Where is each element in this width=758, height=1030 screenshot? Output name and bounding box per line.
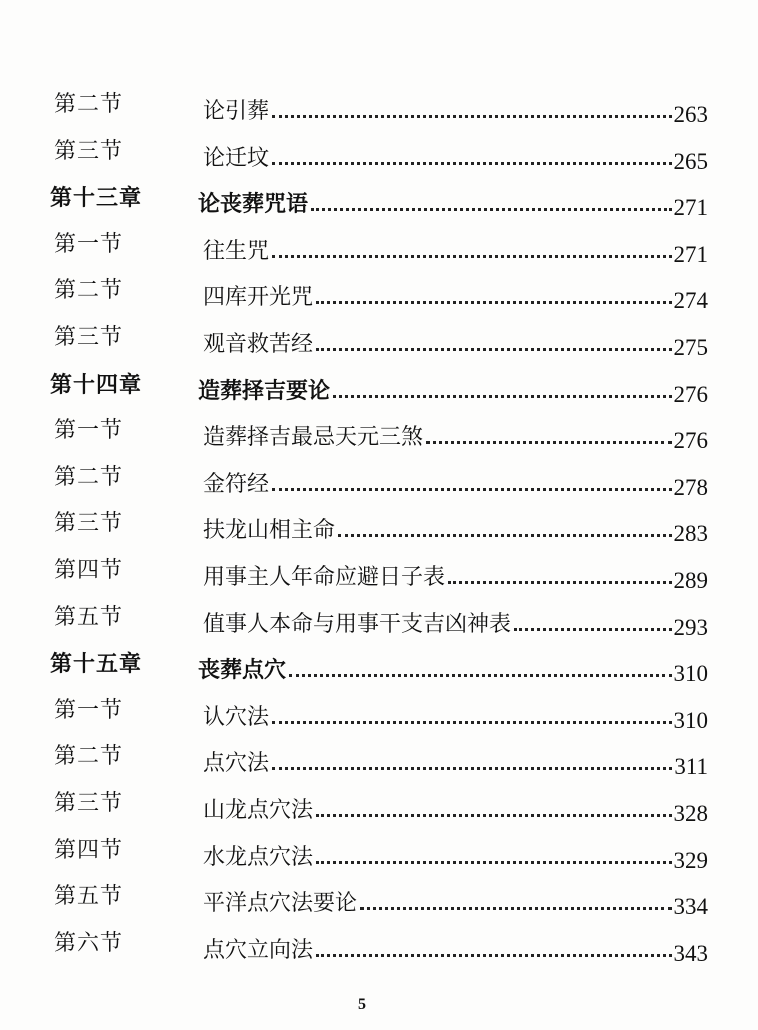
toc-entry-title: 水龙点穴法 [203,844,314,870]
dot-leader [289,673,671,677]
toc-entry-page: 274 [673,288,708,314]
dot-leader [272,254,671,258]
toc-section-entry [38,921,708,968]
toc-section-entry [38,315,708,362]
toc-entry-title: 平洋点穴法要论 [203,891,358,917]
toc-entry-page: 289 [673,567,708,593]
toc-entry-page: 271 [673,195,708,221]
toc-entry-page: 329 [673,847,708,873]
toc-entry-title-line [198,181,708,227]
toc-entry-label: 第二节 [54,744,124,770]
toc-section-entry [38,129,708,176]
toc-entry-label: 第一节 [54,697,124,723]
dot-leader [272,487,671,491]
toc-section-entry [38,688,708,735]
toc-chapter-entry [38,641,708,688]
toc-entry-label: 第六节 [54,930,124,956]
toc-section-entry [38,874,708,921]
toc-entry-title: 造葬择吉要论 [198,377,331,404]
toc-entry-label: 第十三章 [50,185,143,212]
table-of-contents [38,82,708,967]
toc-entry-title: 观音救苦经 [203,331,314,357]
toc-section-entry [38,408,708,455]
toc-entry-page: 328 [673,800,708,826]
toc-entry-label: 第二节 [54,92,124,117]
toc-entry-title: 造葬择吉最忌天元三煞 [203,425,424,451]
dot-leader [272,114,671,118]
toc-entry-title: 论迁坟 [203,145,270,171]
toc-entry-page: 276 [673,428,708,454]
dot-leader [338,533,671,537]
toc-entry-label: 第十四章 [50,371,143,398]
toc-entry-title-line [198,647,708,693]
dot-leader [316,953,671,957]
toc-entry-label: 第一节 [54,231,124,257]
toc-entry-title: 值事人本命与用事干支吉凶神表 [203,611,512,637]
toc-section-entry [38,455,708,502]
dot-leader [316,347,671,351]
toc-entry-label: 第三节 [54,138,124,164]
dot-leader [272,161,671,165]
toc-section-entry [38,548,708,595]
dot-leader [272,766,672,770]
toc-entry-page: 334 [673,894,708,920]
toc-entry-title-line [203,927,708,974]
toc-entry-label: 第一节 [54,418,124,444]
toc-entry-title: 论丧葬咒语 [198,191,309,218]
dot-leader [360,906,671,910]
toc-entry-label: 第二节 [54,278,124,304]
toc-entry-label: 第二节 [54,464,124,490]
toc-entry-page: 310 [673,661,708,687]
dot-leader [311,207,671,211]
toc-entry-label: 第十五章 [50,651,143,678]
toc-entry-title: 丧葬点穴 [198,657,287,684]
toc-entry-page: 271 [673,241,708,267]
dot-leader [316,813,671,817]
toc-entry-label: 第五节 [54,604,124,630]
dot-leader [514,627,671,631]
dot-leader [316,300,671,304]
toc-entry-title: 用事主人年命应避日子表 [203,564,446,590]
toc-entry-page: 263 [673,102,708,127]
toc-entry-title: 点穴立向法 [203,937,314,963]
toc-entry-page: 278 [673,474,708,500]
toc-entry-title: 论引葬 [203,99,270,124]
toc-entry-label: 第三节 [54,324,124,350]
toc-entry-label: 第四节 [54,557,124,583]
toc-entry-page: 293 [673,614,708,640]
toc-section-entry [38,82,708,129]
dot-leader [448,580,671,584]
toc-entry-label: 第三节 [54,790,124,816]
toc-entry-title-line [198,368,708,414]
toc-entry-title: 扶龙山相主命 [203,518,336,544]
toc-entry-label: 第三节 [54,511,124,537]
dot-leader [426,440,671,444]
toc-section-entry [38,781,708,828]
toc-chapter-entry [38,362,708,409]
toc-entry-page: 276 [673,381,708,407]
toc-entry-page: 310 [673,707,708,733]
toc-section-entry [38,595,708,642]
toc-entry-title: 山龙点穴法 [203,797,314,823]
toc-entry-label: 第四节 [54,837,124,863]
dot-leader [272,720,671,724]
dot-leader [333,394,671,398]
page-number: 5 [358,996,366,1013]
toc-section-entry [38,828,708,875]
toc-entry-title: 四库开光咒 [203,285,314,311]
toc-section-entry [38,268,708,315]
toc-entry-title: 点穴法 [203,751,270,777]
toc-entry-title: 往生咒 [203,238,270,264]
toc-entry-title: 金符经 [203,471,270,497]
toc-entry-page: 343 [673,940,708,966]
toc-entry-label: 第五节 [54,884,124,910]
toc-section-entry [38,501,708,548]
toc-section-entry [38,734,708,781]
toc-chapter-entry [38,175,708,222]
toc-entry-title: 认穴法 [203,704,270,730]
toc-entry-page: 265 [673,148,708,174]
toc-section-entry [38,222,708,269]
toc-entry-page: 275 [673,334,708,360]
toc-entry-page: 283 [673,521,708,547]
toc-entry-page: 311 [674,754,708,780]
dot-leader [316,860,671,864]
